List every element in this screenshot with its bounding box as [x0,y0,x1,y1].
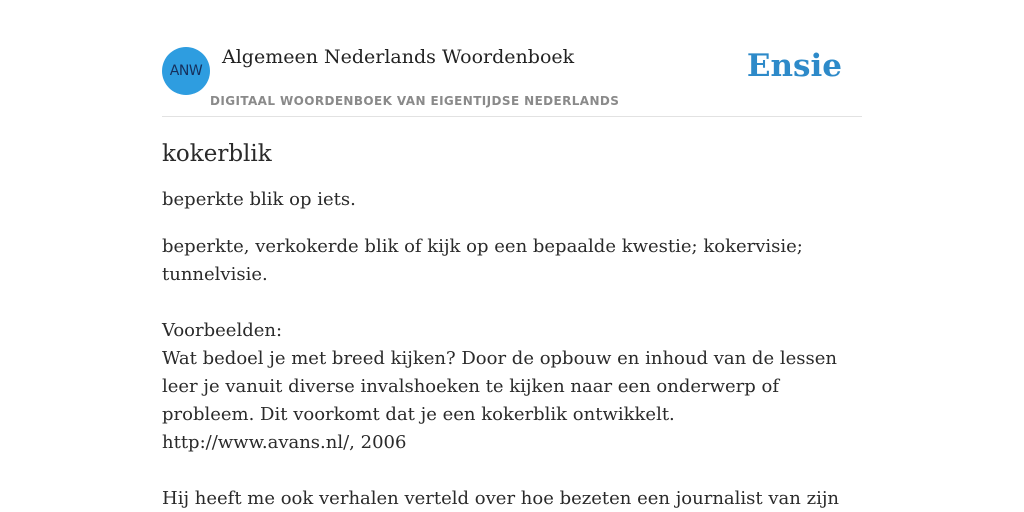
example-item [162,345,862,457]
entry-content [162,138,862,512]
anw-logo-text: ANW [169,63,203,79]
example-source: http://www.avans.nl/, 2006 [162,432,407,453]
entry-term: kokerblik [162,141,272,167]
long-definition: beperkte, verkokerde blik of kijk op een bepaalde kwestie; kokervisie; tunnelvisie. [162,236,803,285]
source-subtitle: DIGITAAL WOORDENBOEK VAN EIGENTIJDSE NEDERLANDS [210,94,620,108]
source-title[interactable]: Algemeen Nederlands Woordenboek [222,46,575,68]
example-text: Hij heeft me ook verhalen verteld over hoe bezeten een journalist van zijn [162,488,839,509]
anw-logo[interactable] [162,47,210,95]
example-item [162,485,862,512]
ensie-brand-logo[interactable]: Ensie [746,48,842,84]
short-definition: beperkte blik op iets. [162,189,356,210]
site-header [162,40,862,117]
examples-label: Voorbeelden: [162,320,283,341]
example-text: Wat bedoel je met breed kijken? Door de opbouw en inhoud van de lessen leer je vanuit diverse invalshoeken te kijken naar een onderwerp of probleem. Dit voorkomt dat je een kokerblik ontwikkelt. [162,348,837,425]
